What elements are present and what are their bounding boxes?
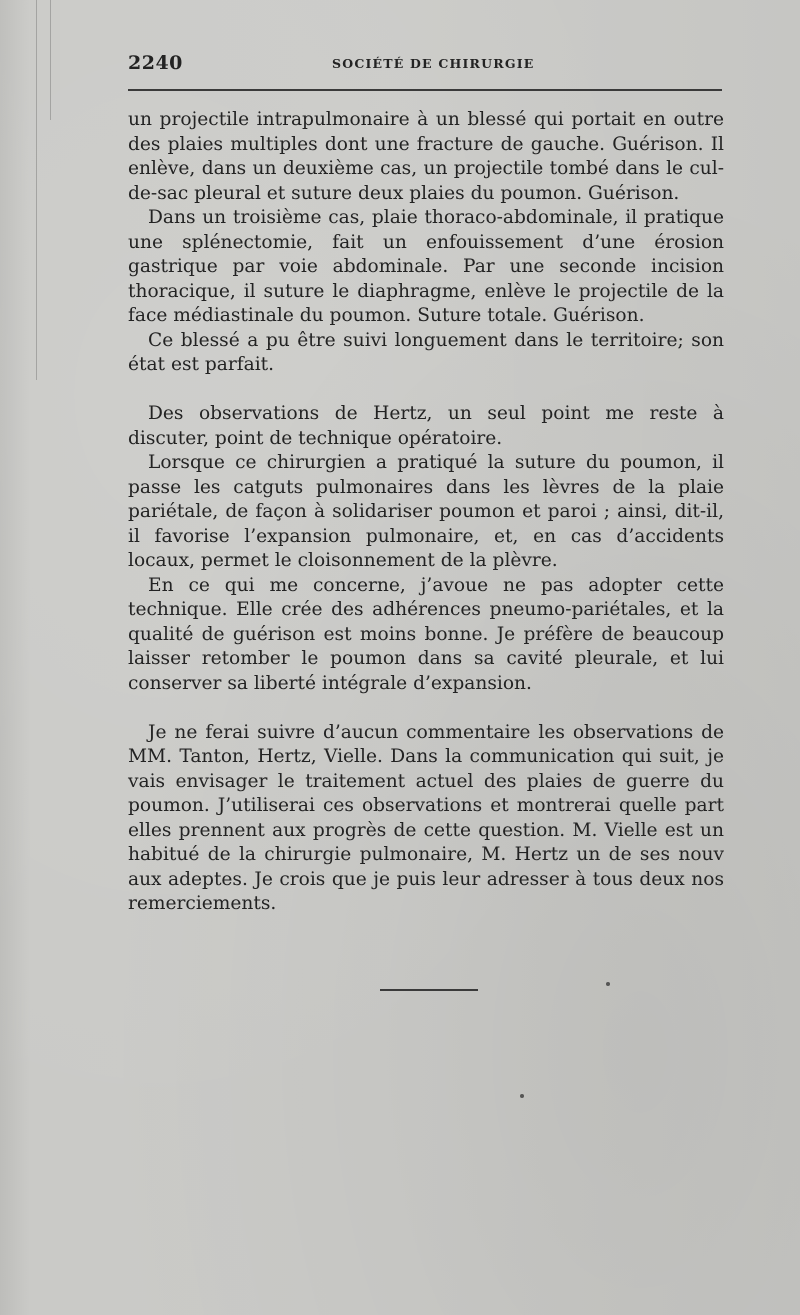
page-number: 2240 (128, 52, 183, 74)
page-edge-line (50, 0, 51, 120)
paragraph: Ce blessé a pu être suivi longuement dans le territoire; son état est parfait. (128, 329, 724, 375)
paragraph: En ce qui me concerne, j’avoue ne pas adopter cette technique. Elle crée des adhérences pneumo-pariétales, et la qualité de guérison est moins bonne. Je préfère de beaucoup laisser retomber le poumon dans sa cavité pleurale, et lui conserver sa liberté intégrale d’expansion. (128, 574, 724, 694)
ink-speck (606, 982, 610, 986)
page-edge-line (36, 0, 37, 380)
paragraph: Je ne ferai suivre d’aucun commentaire les observations de MM. Tanton, Hertz, Vielle. Dans la communication qui suit, je vais envisager le traitement actuel des plaies de guerre du poumon. J’utiliserai ces observations et montrerai quelle part elles prennent aux progrès de cette question. M. Vielle est un habitué de la chirurgie pulmonaire, M. Hertz un de ses nouv aux adeptes. Je crois que je puis leur adresser à tous deux nos remerciements. (128, 721, 724, 914)
running-head (128, 52, 728, 78)
header-rule (128, 89, 722, 91)
paragraph: un projectile intrapulmonaire à un blessé qui portait en outre des plaies multiples dont une fracture de gauche. Guérison. Il enlève, dans un deuxième cas, un projectile tombé dans le cul-de-sac pleural et suture deux plaies du poumon. Guérison. (128, 109, 724, 204)
paragraph: Des observations de Hertz, un seul point me reste à discuter, point de technique opératoire. (128, 403, 724, 449)
paragraph: Dans un troisième cas, plaie thoraco-abdominale, il pratique une splénectomie, fait un enfouissement d’une érosion gastrique par voie abdominale. Par une seconde incision thoracique, il suture le diaphragme, enlève le projectile de la face médiastinale du poumon. Suture totale. Guérison. (128, 207, 724, 326)
body-text (128, 108, 724, 917)
paragraph: Lorsque ce chirurgien a pratiqué la suture du poumon, il passe les catguts pulmonaires dans les lèvres de la plaie pariétale, de façon à solidariser poumon et paroi ; ainsi, dit-il, il favorise l’expansion pulmonaire, et, en cas d’accidents locaux, permet le cloisonnement de la plèvre. (128, 452, 724, 571)
journal-title: SOCIÉTÉ DE CHIRURGIE (332, 56, 535, 71)
section-end-rule (380, 989, 478, 991)
ink-speck (520, 1094, 524, 1098)
